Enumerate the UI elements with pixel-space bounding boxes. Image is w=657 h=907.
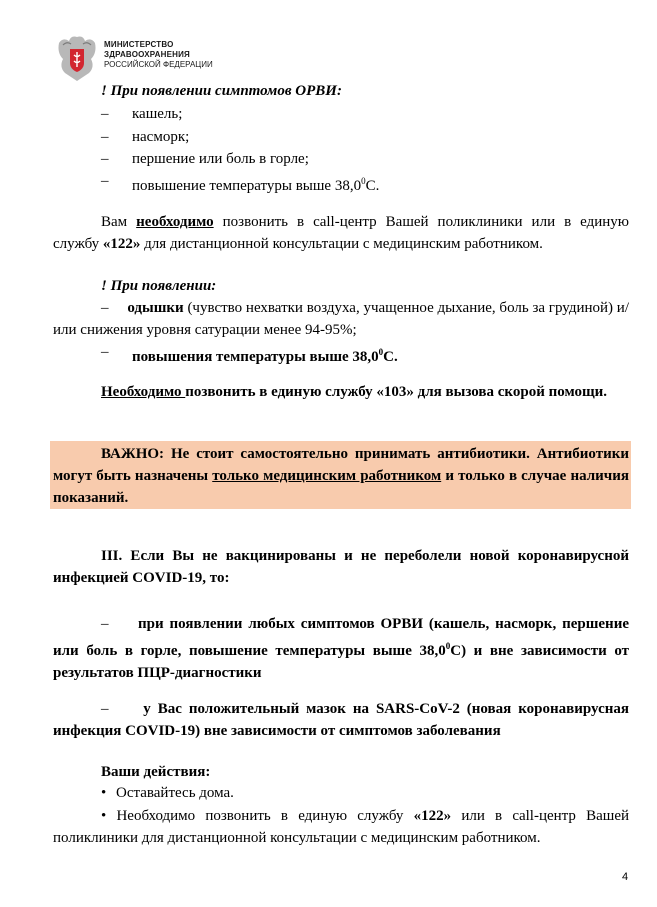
call-pre: Вам [101,214,137,230]
fever-prefix: повышения температуры выше 38,0 [132,349,379,365]
dash-marker: – [101,616,109,632]
fever-text [132,341,398,368]
call-paragraph [53,211,629,255]
list-item [0,170,657,192]
section3-item1-prefix: при появлении любых симптомов ОРВИ (кашель, насморк, першение или боль в горле, повышение температуры выше 38,0 [53,616,630,659]
bullet-marker: • [101,808,107,824]
actions-call-post: или в call-центр Вашей поликлиники для дистанционной консультации с медицинским работником. [53,808,630,846]
list-item [0,126,657,148]
degree-sup: 0 [445,641,451,651]
emergency-must: Необходимо [101,384,186,400]
list-item [0,341,657,363]
org-line-3: РОССИЙСКОЙ ФЕДЕРАЦИИ [104,60,213,69]
fever-suffix: С. [383,349,398,365]
actions-call-pre: Необходимо позвонить в единую службу [116,808,414,824]
section3-heading: III. Если Вы не вакцинированы и не переболели новой коронавирусной инфекцией COVID-19, то: [53,548,629,586]
emergency-rest: позвонить в единую службу «103» для вызова скорой помощи. [185,384,608,400]
section3-item1-suffix: С) и вне зависимости от результатов ПЦР-диагностики [53,643,629,681]
symptom-text: першение или боль в горле; [132,151,309,167]
dash-marker: – [101,701,109,717]
call-mid2: для дистанционной консультации с медицинским работником. [140,236,543,252]
symptom-text: кашель; [132,106,183,122]
appear-heading: ! При появлении: [101,278,217,294]
call-must: необходимо [136,214,214,230]
call-number: «122» [102,236,141,252]
call-mid1: позвонить в call-центр Вашей поликлиники или в единую службу [53,214,630,252]
dyspnea-text: одышки [127,300,184,316]
dash-marker: – [101,344,109,360]
dash-marker: – [101,106,109,122]
ministry-name [104,40,213,70]
warning-post: и только в случае наличия показаний. [53,468,629,506]
bullet-marker: • [101,785,107,801]
warning-pre: ВАЖНО: Не стоит самостоятельно принимать антибиотики. Антибиотики могут быть назначены [53,446,629,484]
list-item [53,297,629,341]
list-item [0,782,657,804]
list-item [53,613,629,684]
temp-prefix: повышение температуры выше 38,0 [132,178,362,194]
actions-heading: Ваши действия: [101,764,211,780]
warning-underlined: только медицинским работником [212,468,442,484]
page-number: 4 [622,871,629,883]
dash-marker: – [101,300,109,316]
list-item [0,103,657,125]
degree-sup: 0 [378,347,384,357]
symptom-text: насморк; [132,129,190,145]
list-item [0,148,657,170]
degree-sup: 0 [361,176,366,186]
symptom-text [132,170,379,197]
dyspnea-rest: (чувство нехватки воздуха, учащенное дыхание, боль за грудиной) и/или снижения уровня сатурации менее 94-95%; [53,300,629,338]
dash-marker: – [101,129,109,145]
org-line-2: ЗДРАВООХРАНЕНИЯ [104,50,190,59]
list-item [53,698,629,742]
emergency-paragraph [53,381,629,403]
stay-home-text: Оставайтесь дома. [116,785,234,801]
org-line-1: МИНИСТЕРСТВО [104,40,174,49]
orvi-heading: ! При появлении симптомов ОРВИ: [101,83,342,99]
ministry-emblem-icon [55,33,99,83]
list-item [53,805,629,849]
warning-paragraph [53,443,629,509]
dash-marker: – [101,151,109,167]
dash-marker: – [101,173,109,189]
actions-call-number: «122» [413,808,452,824]
temp-suffix: С. [365,178,380,194]
section3-item2: у Вас положительный мазок на SARS-CoV-2 (новая коронавирусная инфекция COVID-19) вне зависимости от симптомов заболевания [53,701,629,739]
